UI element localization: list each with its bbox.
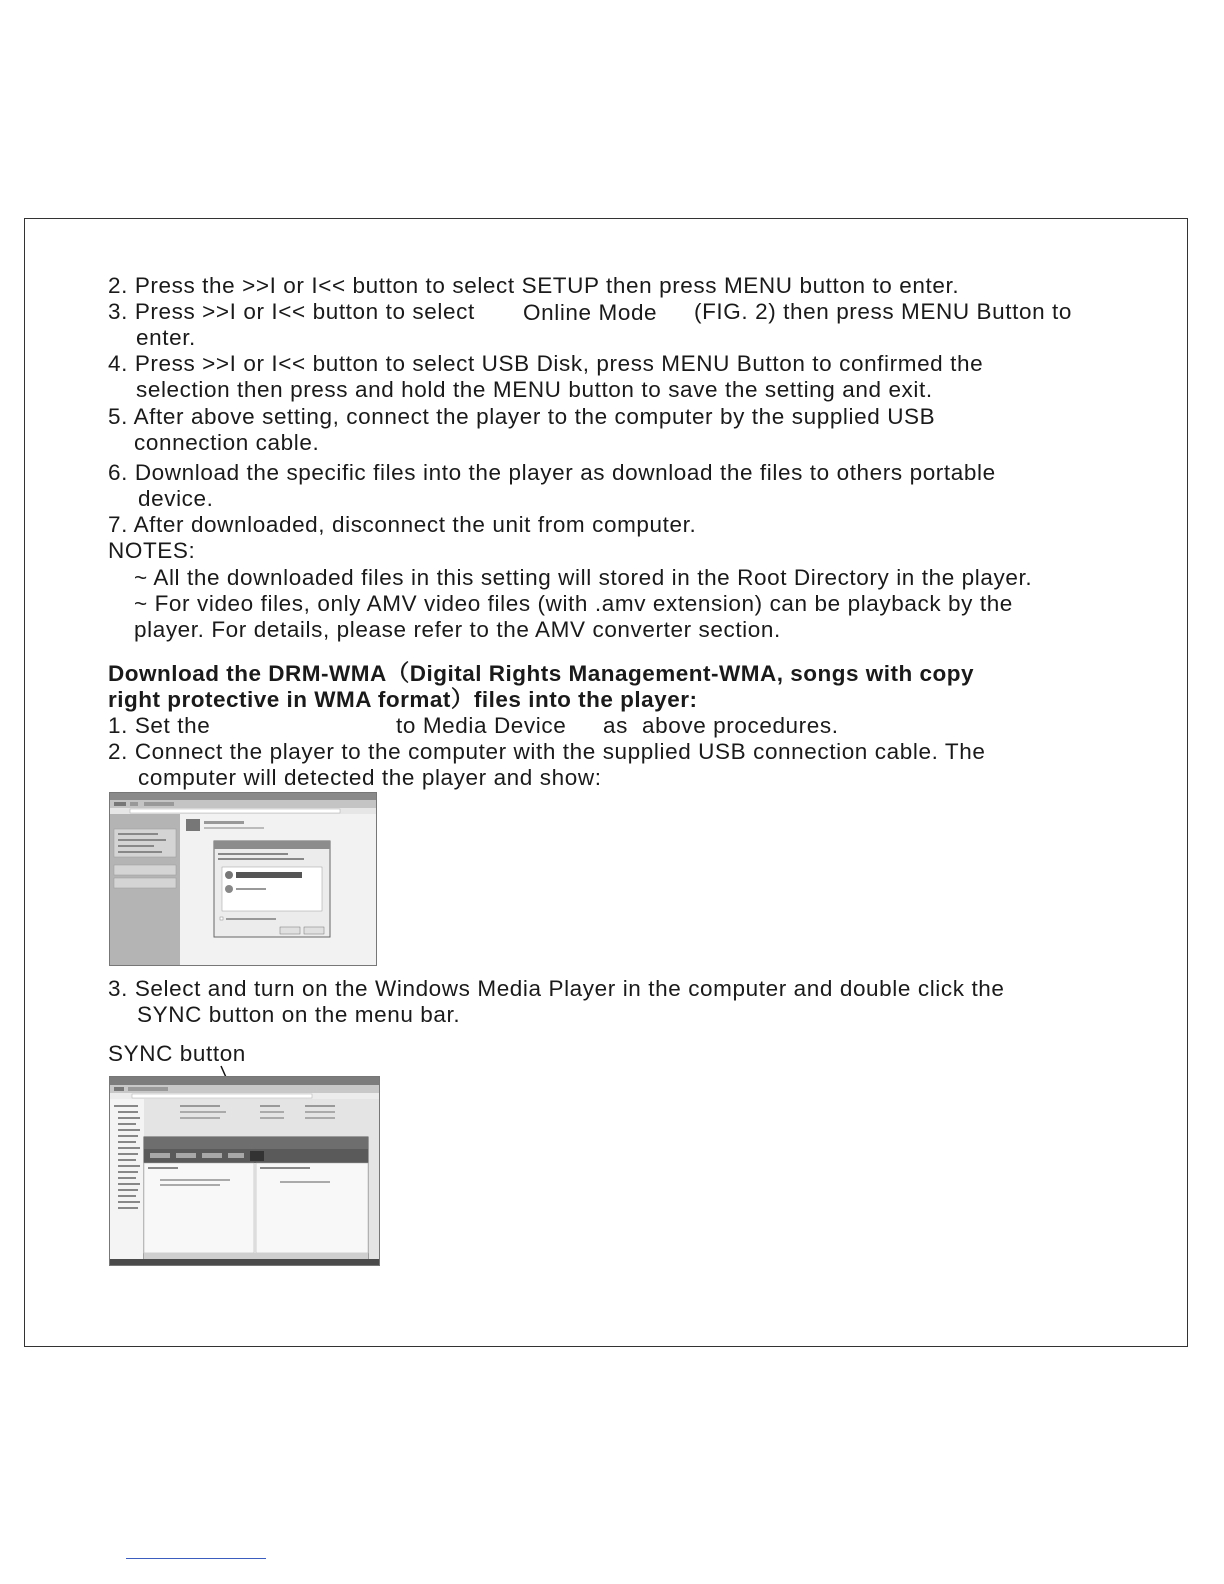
footer-rule <box>126 1558 266 1559</box>
step-4: 4. Press >>I or I<< button to select USB Disk, press MENU Button to confirmed the <box>108 351 984 376</box>
drm-step-1-as: as <box>603 713 628 738</box>
media-player-illustration <box>110 1077 379 1265</box>
media-device-label: to Media Device <box>396 713 567 738</box>
note-1: ~ All the downloaded files in this setting will stored in the Root Directory in the player. <box>134 565 1033 590</box>
step-2: 2. Press the >>I or I<< button to select SETUP then press MENU button to enter. <box>108 273 960 298</box>
drm-step-3: 3. Select and turn on the Windows Media Player in the computer and double click the <box>108 976 1005 1001</box>
step-6: 6. Download the specific files into the player as download the files to others portable <box>108 460 996 485</box>
device-detected-screenshot <box>109 792 377 966</box>
step-5: 5. After above setting, connect the player to the computer by the supplied USB <box>108 404 936 429</box>
step-3-end: (FIG. 2) then press MENU Button to <box>694 299 1073 324</box>
notes-heading: NOTES: <box>108 538 196 563</box>
step-5-cont: connection cable. <box>134 430 320 455</box>
online-mode-label: Online Mode <box>523 300 658 325</box>
drm-heading-cont: right protective in WMA format）files into the player: <box>108 687 698 712</box>
drm-step-2-cont: computer will detected the player and show: <box>138 765 602 790</box>
drm-step-2: 2. Connect the player to the computer with the supplied USB connection cable. The <box>108 739 986 764</box>
drm-step-1-start: 1. Set the <box>108 713 211 738</box>
drm-step-3-cont: SYNC button on the menu bar. <box>137 1002 461 1027</box>
note-2-cont: player. For details, please refer to the AMV converter section. <box>134 617 781 642</box>
step-3-cont: enter. <box>136 325 196 350</box>
step-4-cont: selection then press and hold the MENU button to save the setting and exit. <box>136 377 933 402</box>
step-7: 7. After downloaded, disconnect the unit from computer. <box>108 512 697 537</box>
step-3-start: 3. Press >>I or I<< button to select <box>108 299 475 324</box>
note-2: ~ For video files, only AMV video files (with .amv extension) can be playback by the <box>134 591 1013 616</box>
sync-button-callout: SYNC button <box>108 1041 246 1066</box>
media-player-sync-screenshot <box>109 1076 380 1266</box>
step-6-cont: device. <box>138 486 214 511</box>
drm-step-1-end: above procedures. <box>642 713 839 738</box>
device-detected-illustration <box>110 793 376 965</box>
drm-heading: Download the DRM-WMA（Digital Rights Management-WMA, songs with copy <box>108 661 974 686</box>
